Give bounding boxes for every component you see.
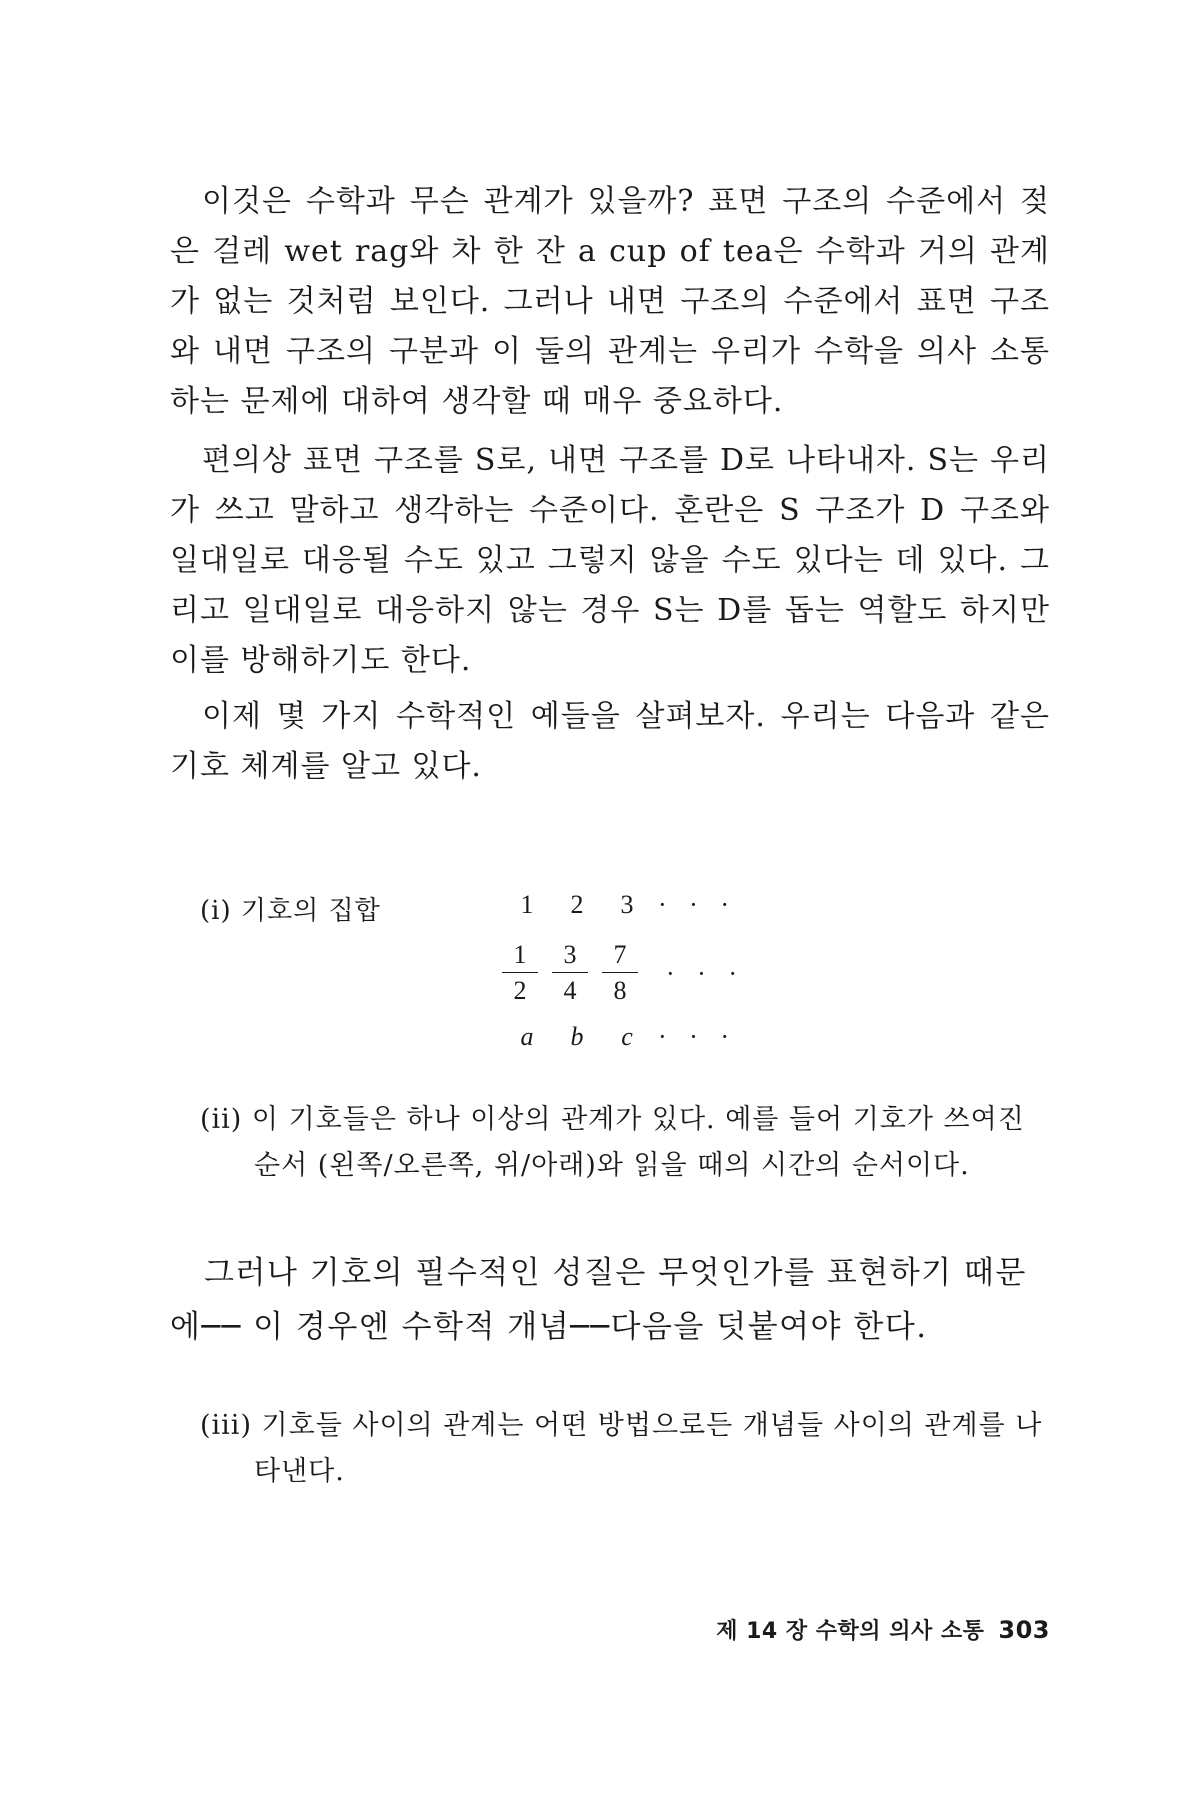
page-number: 303 xyxy=(998,1616,1050,1644)
fraction-3 xyxy=(602,940,638,1007)
fraction-3-numerator: 7 xyxy=(602,940,638,973)
symbol-c: c xyxy=(621,1022,633,1051)
item-3-line-1: (iii) 기호들 사이의 관계는 어떤 방법으로든 개념들 사이의 관계를 나 xyxy=(200,1410,1043,1441)
item-2 xyxy=(200,1097,1060,1189)
item-3 xyxy=(200,1403,1060,1495)
paragraph-1: 이것은 수학과 무슨 관계가 있을까? 표면 구조의 수준에서 젖은 걸레 wet rag와 차 한 잔 a cup of tea은 수학과 거의 관계가 없는 것처럼 보인다. 그러나 내면 구조의 수준에서 표면 구조와 내면 구조의 구분과 이 둘의 관계는 우리가 수학을 의사 소통하는 문제에 대하여 생각할 때 매우 중요하다. xyxy=(170,184,1050,419)
fraction-2-numerator: 3 xyxy=(552,940,588,973)
symbol-row-fractions xyxy=(502,940,745,1007)
running-footer xyxy=(716,1614,1050,1645)
ellipsis: · · · xyxy=(658,890,737,919)
paragraph-4: 그러나 기호의 필수적인 성질은 무엇인가를 표현하기 때문에── 이 경우엔 수학적 개념──다음을 덧붙여야 한다. xyxy=(170,1255,1027,1345)
ellipsis: · · · xyxy=(666,958,745,988)
item-1-label: (i) 기호의 집합 xyxy=(200,896,381,926)
fraction-2-denominator: 4 xyxy=(563,976,577,1005)
ellipsis: · · · xyxy=(658,1022,737,1051)
item-3-line-2: 타낸다. xyxy=(254,1456,345,1487)
fraction-1-denominator: 2 xyxy=(513,976,527,1005)
paragraph-3: 이제 몇 가지 수학적인 예들을 살펴보자. 우리는 다음과 같은 기호 체계를 알고 있다. xyxy=(170,699,1050,784)
chapter-title: 제 14 장 수학의 의사 소통 xyxy=(716,1619,985,1644)
symbol-3: 3 xyxy=(620,890,634,919)
symbol-row-numbers xyxy=(502,890,737,920)
symbol-b: b xyxy=(570,1022,584,1051)
symbol-2: 2 xyxy=(570,890,584,919)
item-2-line-1: (ii) 이 기호들은 하나 이상의 관계가 있다. 예를 들어 기호가 쓰여진 xyxy=(200,1104,1025,1135)
symbol-row-letters xyxy=(502,1022,737,1052)
symbol-a: a xyxy=(520,1022,534,1051)
fraction-3-denominator: 8 xyxy=(613,976,627,1005)
paragraph-2: 편의상 표면 구조를 S로, 내면 구조를 D로 나타내자. S는 우리가 쓰고 말하고 생각하는 수준이다. 혼란은 S 구조가 D 구조와 일대일로 대응될 수도 있고 그렇지 않을 수도 있다는 데 있다. 그리고 일대일로 대응하지 않는 경우 S는 D를 돕는 역할도 하지만 이를 방해하기도 한다. xyxy=(170,443,1050,678)
fraction-2 xyxy=(552,940,588,1007)
symbol-1: 1 xyxy=(520,890,534,919)
item-2-line-2: 순서 (왼쪽/오른쪽, 위/아래)와 읽을 때의 시간의 순서이다. xyxy=(254,1150,970,1181)
fraction-1 xyxy=(502,940,538,1007)
fraction-1-numerator: 1 xyxy=(502,940,538,973)
